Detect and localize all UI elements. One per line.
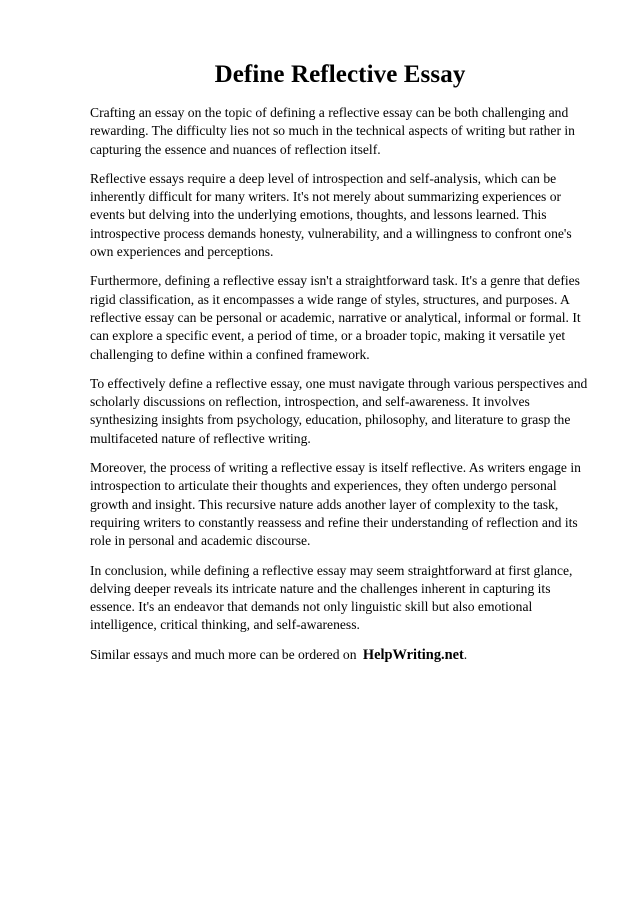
helpwriting-link[interactable]: HelpWriting.net [362, 646, 464, 663]
paragraph-4: To effectively define a reflective essay, one must navigate through various perspectives and scholarly discussions on reflection, introspection, and self-awareness. It involves synthesizing insights from psychology, education, philosophy, and literature to grasp the multifaceted nature of reflective writing. [90, 375, 588, 446]
closing-line [90, 646, 590, 664]
document-page [90, 56, 590, 675]
paragraph-3: Furthermore, defining a reflective essay isn't a straightforward task. It's a genre that defies rigid classification, as it encompasses a wide range of styles, structures, and purposes. A reflective essay can be personal or academic, narrative or analytical, informal or formal. It can explore a specific event, a period of time, or a broader topic, making it versatile yet challenging to define within a confined framework. [90, 273, 581, 362]
document-title: Define Reflective Essay [214, 61, 466, 88]
closing-period: . [463, 646, 468, 662]
closing-text: Similar essays and much more can be ordered on [90, 646, 357, 662]
paragraph-2: Reflective essays require a deep level of introspection and self-analysis, which can be inherently difficult for many writers. It's not merely about summarizing experiences or events but delving into the underlying emotions, thoughts, and lessons learned. This introspective process demands honesty, vulnerability, and a willingness to confront one's own experiences and perceptions. [90, 170, 572, 260]
paragraph-1: Crafting an essay on the topic of defining a reflective essay can be both challenging and rewarding. The difficulty lies not so much in the technical aspects of writing but rather in capturing the essence and nuances of reflection itself. [90, 105, 575, 157]
paragraph-5: Moreover, the process of writing a reflective essay is itself reflective. As writers engage in introspection to articulate their thoughts and experiences, they often undergo personal growth and insight. This recursive nature adds another layer of complexity to the task, requiring writers to constantly reassess and refine their understanding of reflection and its role in personal and academic discourse. [90, 460, 581, 549]
paragraph-6: In conclusion, while defining a reflective essay may seem straightforward at first glance, delving deeper reveals its intricate nature and the challenges inherent in capturing its essence. It's an endeavor that demands not only linguistic skill but also emotional intelligence, critical thinking, and self-awareness. [90, 562, 573, 633]
